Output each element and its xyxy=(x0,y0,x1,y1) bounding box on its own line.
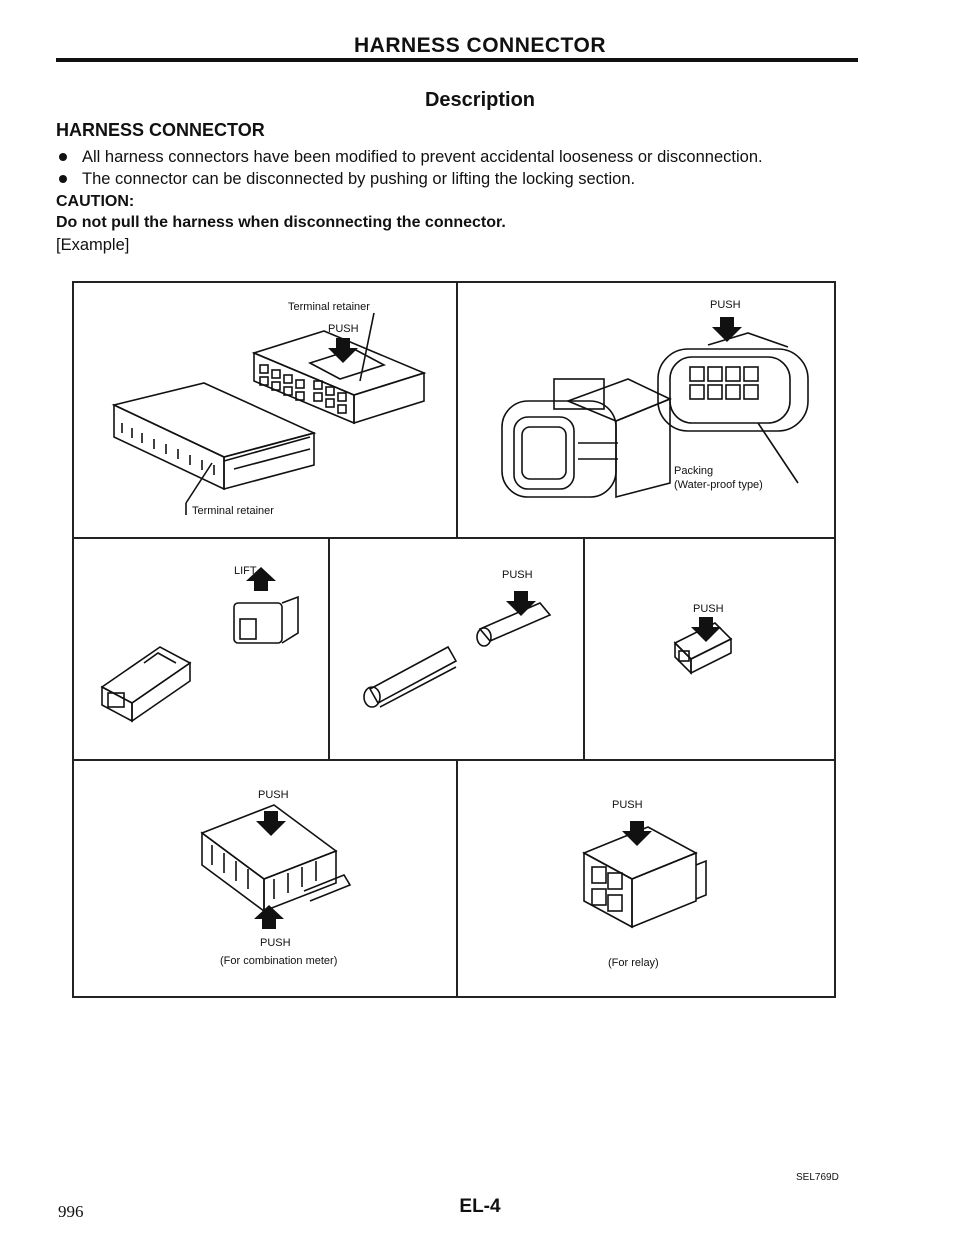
push-label: PUSH xyxy=(693,603,724,615)
push-label: PUSH xyxy=(710,299,741,311)
example-cell-small xyxy=(585,539,836,759)
example-cell-lift xyxy=(74,539,328,759)
section-title: Description xyxy=(424,89,536,111)
header-rule xyxy=(56,58,858,62)
example-cell-slim xyxy=(330,539,583,759)
push-label-top: PUSH xyxy=(258,789,289,801)
push-label: PUSH xyxy=(502,569,533,581)
connector-figure xyxy=(72,281,836,998)
push-label-bottom: PUSH xyxy=(260,937,291,949)
bullet-list xyxy=(56,146,763,190)
example-cell-relay xyxy=(458,761,836,996)
example-cell-terminal-retainer xyxy=(74,283,456,537)
push-label: PUSH xyxy=(328,323,359,335)
connector-drawing xyxy=(330,539,583,759)
page-number: 996 xyxy=(58,1202,84,1221)
page-code: EL-4 xyxy=(459,1196,501,1217)
caution-text: Do not pull the harness when disconnecting the connector. xyxy=(56,214,506,231)
example-cell-combination-meter xyxy=(74,761,456,996)
relay-caption: (For relay) xyxy=(608,957,659,969)
connector-drawing xyxy=(74,539,328,759)
terminal-retainer-label: Terminal retainer xyxy=(288,301,370,313)
connector-drawing xyxy=(74,283,456,537)
push-label: PUSH xyxy=(612,799,643,811)
bullet-item: All harness connectors have been modified to prevent accidental looseness or disconnection. xyxy=(56,146,763,168)
bullet-item: The connector can be disconnected by pushing or lifting the locking section. xyxy=(56,168,763,190)
connector-drawing xyxy=(585,539,836,759)
lift-label: LIFT xyxy=(234,565,257,577)
packing-type-label: (Water-proof type) xyxy=(674,479,763,491)
connector-drawing xyxy=(458,283,836,537)
terminal-retainer-label: Terminal retainer xyxy=(192,505,274,517)
figure-code: SEL769D xyxy=(796,1172,839,1183)
page-header-title: HARNESS CONNECTOR xyxy=(354,34,606,57)
caution-label: CAUTION: xyxy=(56,193,135,210)
combination-meter-caption: (For combination meter) xyxy=(220,955,338,967)
subheading: HARNESS CONNECTOR xyxy=(56,120,265,140)
example-cell-waterproof xyxy=(458,283,836,537)
packing-label: Packing xyxy=(674,465,714,477)
example-label: [Example] xyxy=(56,236,130,254)
